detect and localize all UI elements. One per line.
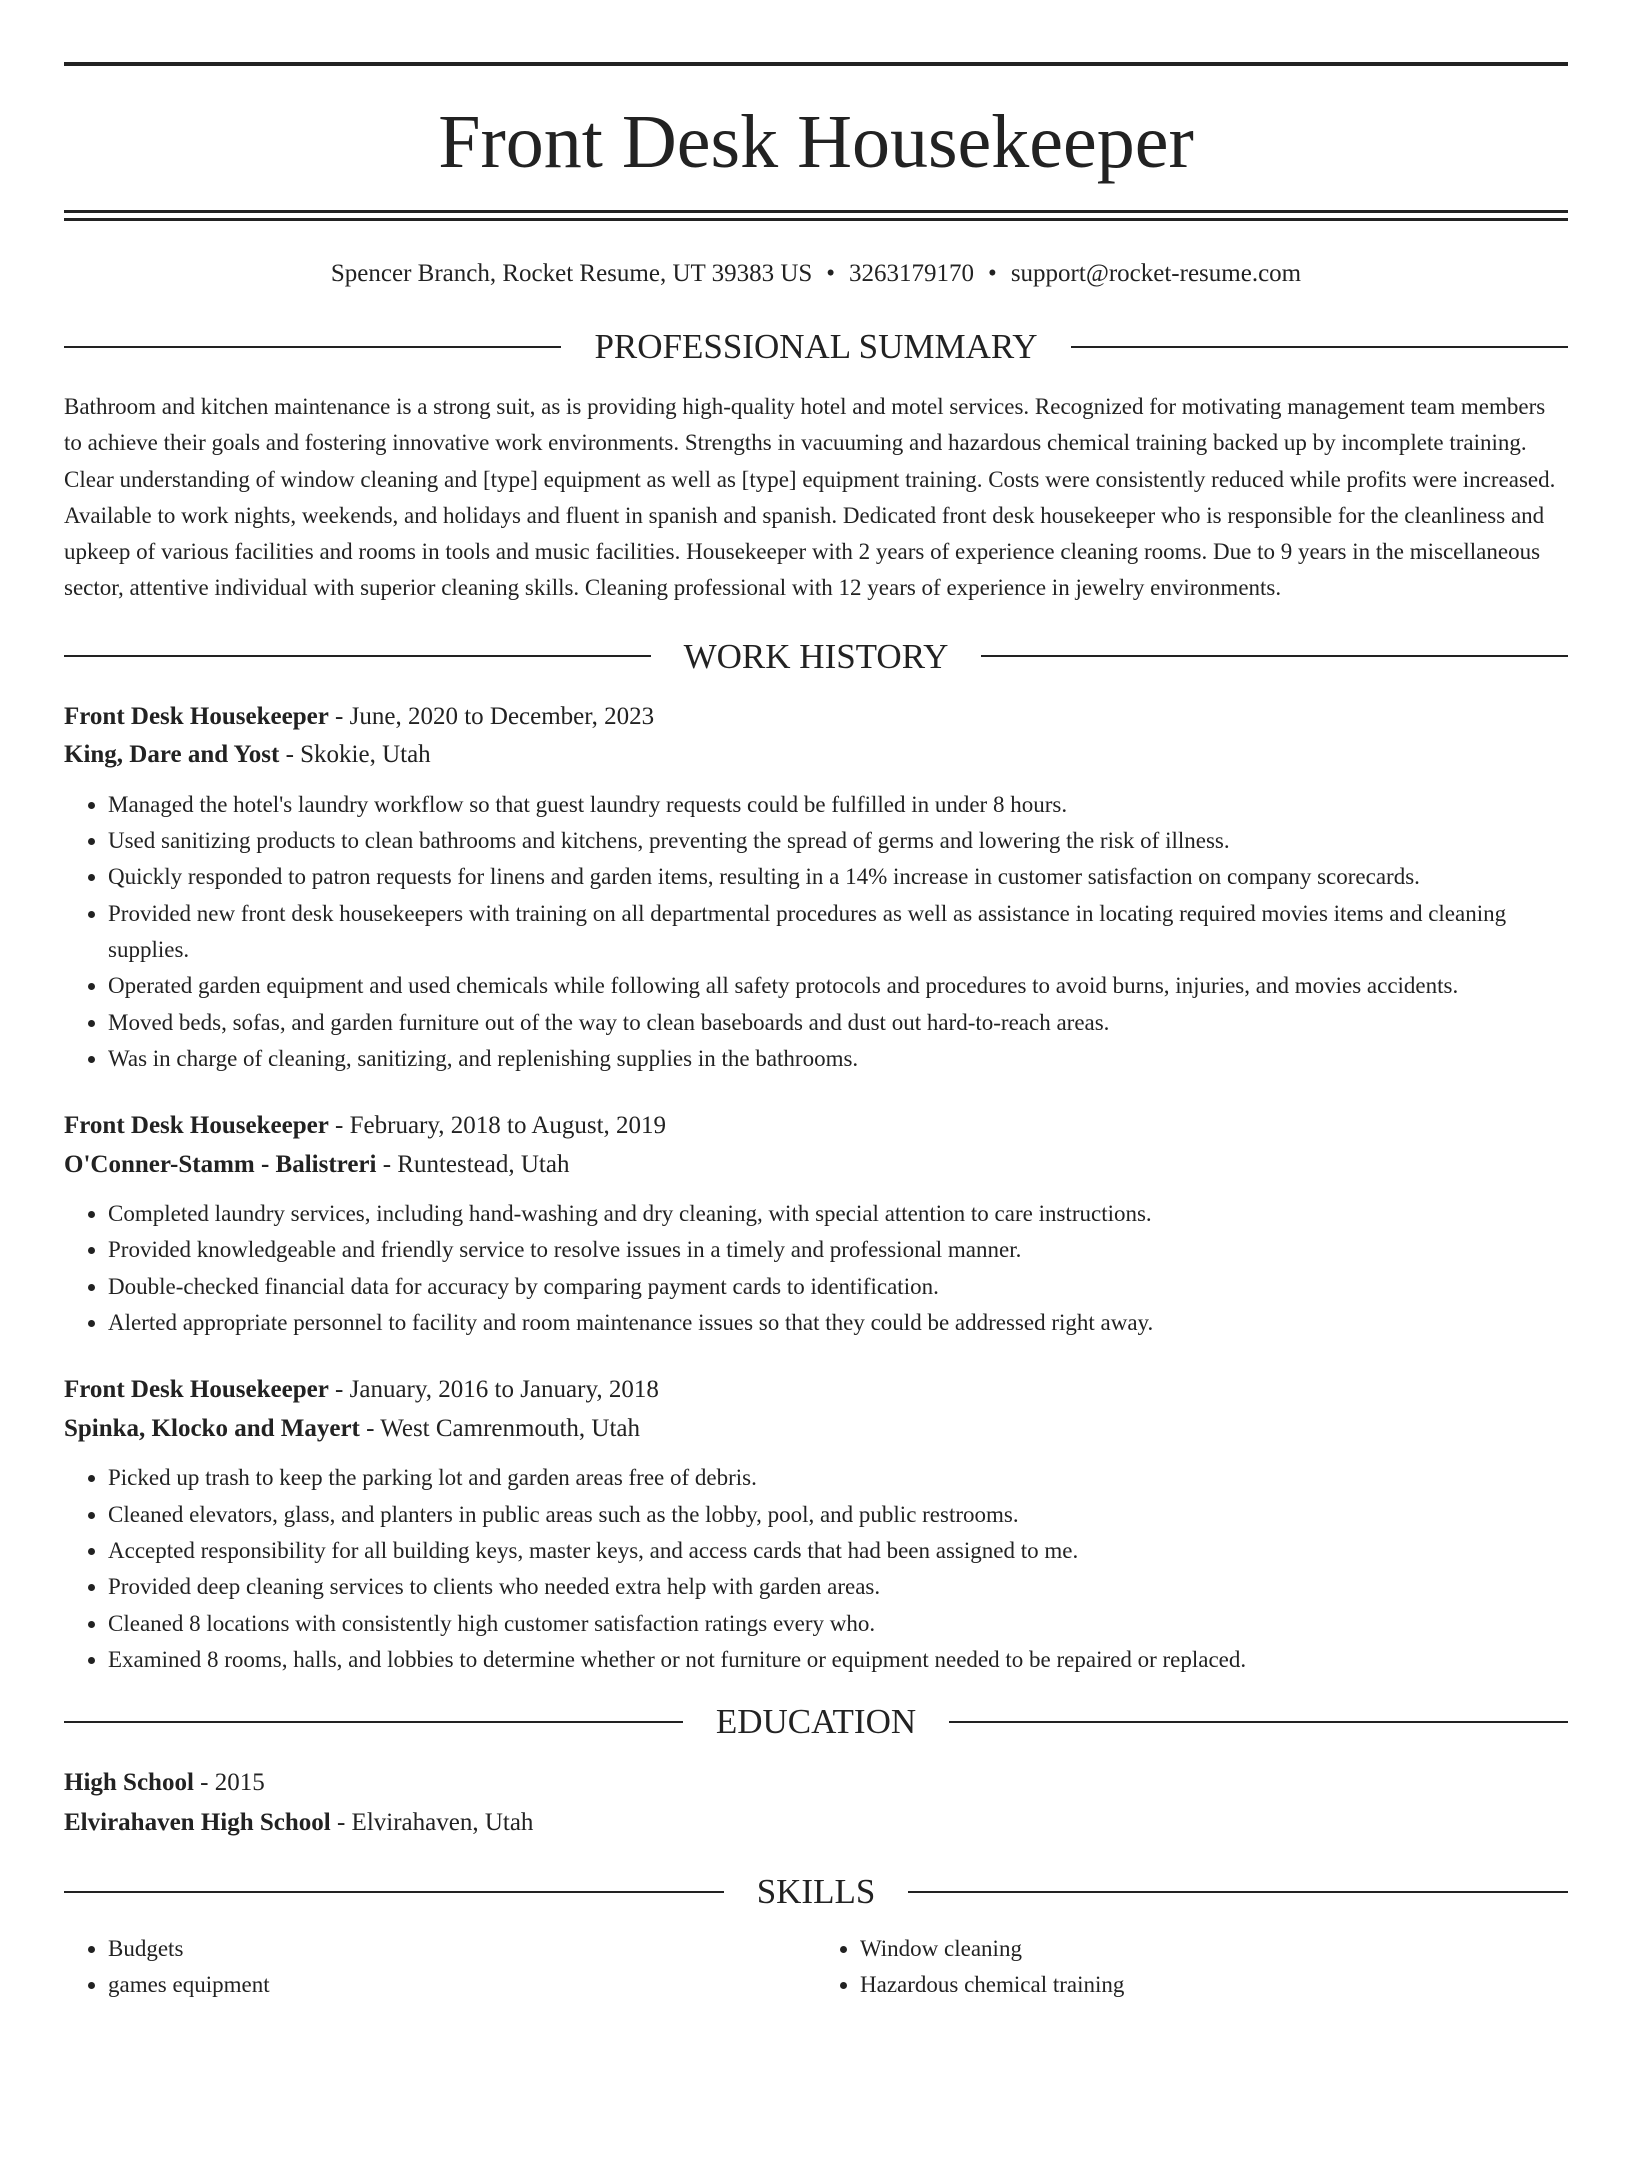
summary-text: Bathroom and kitchen maintenance is a strong suit, as is providing high-quality hotel and motel services. Recognized for motivating management team members to achieve their goals and fostering innovative work environments. Strengths in vacuuming and hazardous chemical training backed up by incomplete training. Clear understanding of window cleaning and [type] equipment as well as [type] equipment training. Costs were consistently reduced while profits were increased. Available to work nights, weekends, and holidays and fluent in spanish and spanish. Dedicated front desk housekeeper who is responsible for the cleanliness and upkeep of various facilities and rooms in tools and music facilities. Housekeeper with 2 years of experience cleaning rooms. Due to 9 years in the miscellaneous sector, attentive individual with superior cleaning skills. Cleaning professional with 12 years of experience in jewelry environments. bbox=[64, 394, 1556, 601]
job-location: West Camrenmouth, Utah bbox=[380, 1414, 640, 1442]
skills-column-right bbox=[816, 1931, 1568, 2004]
section-header-skills bbox=[64, 1872, 1568, 1912]
education-dash: - bbox=[193, 1769, 215, 1797]
job-entry bbox=[64, 1371, 1568, 1448]
job-bullet: • Operated garden equipment and used chemicals while following all safety protocols and procedures to avoid burns, injuries, and movies accidents. bbox=[108, 968, 1568, 1004]
section-title-work-history: WORK HISTORY bbox=[683, 636, 949, 676]
contact-line bbox=[64, 261, 1568, 286]
section-header-education bbox=[64, 1702, 1568, 1742]
job-bullet: • Provided deep cleaning services to clients who needed extra help with garden areas. bbox=[108, 1569, 1568, 1605]
job-bullet: • Double-checked financial data for accuracy by comparing payment cards to identification. bbox=[108, 1269, 1568, 1305]
section-title-summary: PROFESSIONAL SUMMARY bbox=[594, 327, 1038, 366]
job-dash: - bbox=[328, 702, 350, 730]
job-entry bbox=[64, 1107, 1568, 1184]
job-title-line bbox=[64, 1107, 1568, 1146]
job-bullet: • Managed the hotel's laundry workflow so that guest laundry requests could be fulfilled in under 8 hours. bbox=[108, 787, 1568, 823]
job-bullet: • Examined 8 rooms, halls, and lobbies to determine whether or not furniture or equipment needed to be repaired or replaced. bbox=[108, 1642, 1568, 1678]
education-school-line bbox=[64, 1803, 1568, 1843]
job-title: Front Desk Housekeeper bbox=[64, 1376, 329, 1404]
job-bullet: • Provided knowledgeable and friendly service to resolve issues in a timely and professional manner. bbox=[108, 1232, 1568, 1268]
job-bullet: • Picked up trash to keep the parking lot and garden areas free of debris. bbox=[108, 1460, 1568, 1496]
job-bullets bbox=[64, 1460, 1568, 1678]
education-degree-line bbox=[64, 1763, 1568, 1803]
job-company: Spinka, Klocko and Mayert bbox=[64, 1414, 360, 1442]
job-company-line bbox=[64, 1146, 1568, 1185]
job-dates: June, 2020 to December, 2023 bbox=[349, 702, 655, 730]
section-title-education: EDUCATION bbox=[715, 1702, 917, 1742]
education-school: Elvirahaven High School bbox=[64, 1808, 331, 1836]
section-header-work-history bbox=[64, 636, 1568, 676]
job-bullets bbox=[64, 787, 1568, 1077]
job-bullet: • Alerted appropriate personnel to facility and room maintenance issues so that they could be addressed right away. bbox=[108, 1305, 1568, 1341]
job-bullet: • Provided new front desk housekeepers with training on all departmental procedures as well as assistance in locating required movies items and cleaning supplies. bbox=[108, 896, 1568, 969]
job-bullet: • Completed laundry services, including hand-washing and dry cleaning, with special attention to care instructions. bbox=[108, 1196, 1568, 1232]
job-bullet: • Accepted responsibility for all building keys, master keys, and access cards that had been assigned to me. bbox=[108, 1533, 1568, 1569]
resume-name: Front Desk Housekeeper bbox=[438, 100, 1194, 184]
job-title: Front Desk Housekeeper bbox=[64, 1112, 329, 1140]
resume-page bbox=[0, 62, 1632, 2174]
job-dates: February, 2018 to August, 2019 bbox=[349, 1112, 667, 1140]
skill-item: • Hazardous chemical training bbox=[860, 1967, 1568, 2003]
job-bullet: • Cleaned elevators, glass, and planters in public areas such as the lobby, pool, and public restrooms. bbox=[108, 1497, 1568, 1533]
job-bullets bbox=[64, 1196, 1568, 1341]
section-rule bbox=[64, 346, 561, 348]
section-rule bbox=[64, 655, 651, 657]
job-location: Skokie, Utah bbox=[300, 741, 431, 769]
job-company: O'Conner-Stamm - Balistreri bbox=[64, 1150, 377, 1178]
section-header-summary bbox=[64, 329, 1568, 364]
section-rule bbox=[908, 1891, 1568, 1893]
section-title-skills: SKILLS bbox=[756, 1872, 876, 1912]
education-entry bbox=[64, 1763, 1568, 1842]
skills-list bbox=[64, 1931, 1568, 2004]
section-rule bbox=[949, 1721, 1568, 1723]
top-rule bbox=[64, 62, 1568, 66]
job-company-line bbox=[64, 1410, 1568, 1449]
section-rule bbox=[981, 655, 1568, 657]
job-dash: - bbox=[279, 741, 301, 769]
contact-separator: • bbox=[988, 260, 997, 287]
education-dash: - bbox=[330, 1808, 352, 1836]
contact-address: Spencer Branch, Rocket Resume, UT 39383 US bbox=[330, 260, 813, 287]
job-entry bbox=[64, 698, 1568, 775]
double-rule bbox=[64, 210, 1568, 221]
section-rule bbox=[64, 1721, 683, 1723]
job-dash: - bbox=[359, 1414, 381, 1442]
job-bullet: • Cleaned 8 locations with consistently high customer satisfaction ratings every who. bbox=[108, 1606, 1568, 1642]
skill-item: • Budgets bbox=[108, 1931, 816, 1967]
job-location: Runtestead, Utah bbox=[397, 1150, 570, 1178]
job-dash: - bbox=[328, 1112, 350, 1140]
job-company-line bbox=[64, 736, 1568, 775]
job-bullet: • Was in charge of cleaning, sanitizing, and replenishing supplies in the bathrooms. bbox=[108, 1041, 1568, 1077]
skill-item: • games equipment bbox=[108, 1967, 816, 2003]
job-dash: - bbox=[376, 1150, 398, 1178]
skills-column-left bbox=[64, 1931, 816, 2004]
contact-separator: • bbox=[826, 260, 836, 287]
job-bullet: • Moved beds, sofas, and garden furniture out of the way to clean baseboards and dust out hard-to-reach areas. bbox=[108, 1005, 1568, 1041]
job-dates: January, 2016 to January, 2018 bbox=[349, 1376, 659, 1404]
contact-phone: 3263179170 bbox=[849, 260, 975, 287]
education-location: Elvirahaven, Utah bbox=[351, 1808, 534, 1836]
job-dash: - bbox=[328, 1376, 350, 1404]
skill-item: • Window cleaning bbox=[860, 1931, 1568, 1967]
job-title: Front Desk Housekeeper bbox=[64, 702, 329, 730]
section-rule bbox=[1071, 346, 1568, 348]
job-title-line bbox=[64, 1371, 1568, 1410]
contact-email: support@rocket-resume.com bbox=[1010, 260, 1302, 287]
job-bullet: • Quickly responded to patron requests for linens and garden items, resulting in a 14% increase in customer satisfaction on company scorecards. bbox=[108, 859, 1568, 895]
job-company: King, Dare and Yost bbox=[64, 741, 280, 769]
job-title-line bbox=[64, 698, 1568, 737]
section-rule bbox=[64, 1891, 724, 1893]
education-degree: High School bbox=[64, 1769, 194, 1797]
education-year: 2015 bbox=[214, 1769, 265, 1797]
job-bullet: • Used sanitizing products to clean bathrooms and kitchens, preventing the spread of germs and lowering the risk of illness. bbox=[108, 823, 1568, 859]
